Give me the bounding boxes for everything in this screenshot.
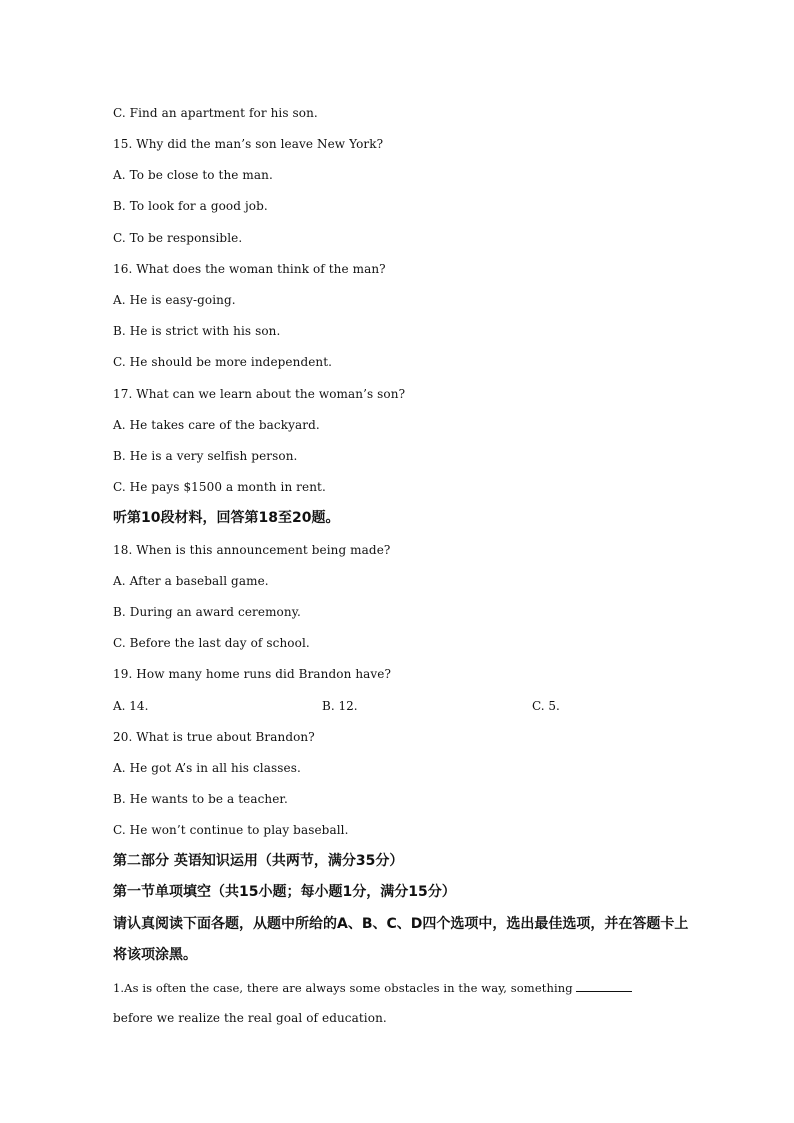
- q18-option-a: A. After a baseball game.: [113, 574, 269, 588]
- section-heading-material-10: 听第10段材料，回答第18至20题。: [113, 510, 340, 526]
- q20-option-a: A. He got A’s in all his classes.: [113, 761, 301, 775]
- q18-option-c: C. Before the last day of school.: [113, 636, 310, 650]
- question-20: 20. What is true about Brandon?: [113, 730, 315, 744]
- question-1-line-2: before we realize the real goal of education.: [113, 1011, 387, 1025]
- question-16: 16. What does the woman think of the man?: [113, 262, 386, 276]
- q19-option-c: C. 5.: [532, 699, 560, 713]
- q17-option-b: B. He is a very selfish person.: [113, 449, 298, 463]
- q20-option-c: C. He won’t continue to play baseball.: [113, 823, 349, 837]
- answer-blank: [576, 979, 632, 992]
- q16-option-c: C. He should be more independent.: [113, 355, 333, 369]
- section-one-heading: 第一节单项填空（共15小题；每小题1分，满分15分）: [113, 884, 456, 900]
- q16-option-b: B. He is strict with his son.: [113, 324, 281, 338]
- question-17: 17. What can we learn about the woman’s son?: [113, 387, 406, 401]
- q18-option-b: B. During an award ceremony.: [113, 605, 301, 619]
- q15-option-a: A. To be close to the man.: [113, 168, 273, 182]
- question-19: 19. How many home runs did Brandon have?: [113, 667, 392, 681]
- instructions-line-1: 请认真阅读下面各题，从题中所给的A、B、C、D四个选项中，选出最佳选项，并在答题卡上: [113, 916, 689, 932]
- q20-option-b: B. He wants to be a teacher.: [113, 792, 288, 806]
- q15-option-c: C. To be responsible.: [113, 231, 243, 245]
- question-15: 15. Why did the man’s son leave New York?: [113, 137, 384, 151]
- q15-option-b: B. To look for a good job.: [113, 199, 268, 213]
- q19-option-b: B. 12.: [322, 699, 358, 713]
- question-1-line-1: [113, 979, 632, 996]
- q14-option-c: C. Find an apartment for his son.: [113, 106, 318, 120]
- q16-option-a: A. He is easy-going.: [113, 293, 236, 307]
- q19-option-a: A. 14.: [113, 699, 149, 713]
- question-18: 18. When is this announcement being made?: [113, 543, 391, 557]
- part-two-heading: 第二部分 英语知识运用（共两节，满分35分）: [113, 853, 404, 869]
- instructions-line-2: 将该项涂黑。: [113, 947, 197, 963]
- q17-option-c: C. He pays $1500 a month in rent.: [113, 480, 326, 494]
- q17-option-a: A. He takes care of the backyard.: [113, 418, 320, 432]
- question-1-text: 1.As is often the case, there are always some obstacles in the way, something: [113, 981, 577, 995]
